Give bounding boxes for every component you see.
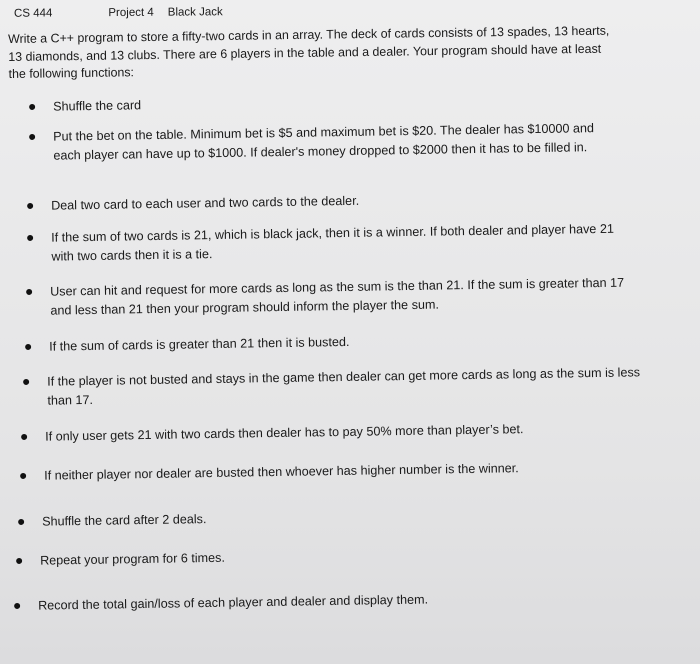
requirement-item [23,363,644,410]
bullet-dot [16,558,22,564]
requirement-text: If neither player nor dealer are busted then whoever has higher number is the winner. [44,461,519,483]
requirement-item [29,90,549,117]
requirement-item [27,188,587,215]
bullet-dot [14,603,20,609]
requirement-text: Shuffle the card [53,98,142,114]
requirement-item [20,457,640,485]
bullet-dot [21,434,27,440]
requirement-text: If the player is not busted and stays in the game then dealer can get more cards as long as the sum is less than 17. [47,365,641,408]
requirement-item [29,119,615,165]
requirement-text: If only user gets 21 with two cards then dealer has to pay 50% more than player’s bet. [45,422,524,444]
requirement-item [25,329,585,356]
requirement-text: Put the bet on the table. Minimum bet is $5 and maximum bet is $20. The dealer has $10000 and each player can have up to $1000. If dealer's money dropped to $2000 then it has to be filled in. [53,121,595,163]
bullet-dot [29,134,35,140]
requirement-item [16,543,576,570]
bullet-dot [20,473,26,479]
requirement-item [21,418,641,446]
requirement-text: If the sum of two cards is 21, which is black jack, then it is a winner. If both dealer and player have 21 with two cards then it is a tie. [51,221,615,264]
requirement-text: Record the total gain/loss of each player and dealer and display them. [38,592,429,613]
bullet-dot [23,379,29,385]
page-header [14,6,223,19]
requirement-text: Shuffle the card after 2 deals. [42,512,207,529]
requirement-text: Deal two card to each user and two cards to the dealer. [51,193,360,213]
requirement-text: Repeat your program for 6 times. [40,550,226,568]
project-number: Project 4 [108,6,154,20]
requirement-item [27,220,628,266]
bullet-dot [29,104,35,110]
bullet-dot [26,289,32,295]
course-code: CS 444 [13,7,53,20]
project-title: Black Jack [167,6,223,19]
intro-paragraph: Write a C++ program to store a fifty-two cards in an array. The deck of cards consists of 13 spades, 13 hearts, 13 diamonds, and 13 clubs. There are 6 players in the table and a dealer. Your program should have at least the following functions: [8,23,610,81]
project-heading [108,6,222,19]
requirement-item [18,504,578,531]
requirement-item [14,587,634,615]
bullet-dot [27,235,33,241]
bullet-dot [18,519,24,525]
bullet-dot [25,344,31,350]
requirement-text: User can hit and request for more cards as long as the sum is the than 21. If the sum is greater than 17 and less than 21 then your program should inform the player the sum. [50,275,625,318]
requirement-item [26,273,647,320]
requirement-text: If the sum of cards is greater than 21 then it is busted. [49,334,350,354]
bullet-dot [27,203,33,209]
